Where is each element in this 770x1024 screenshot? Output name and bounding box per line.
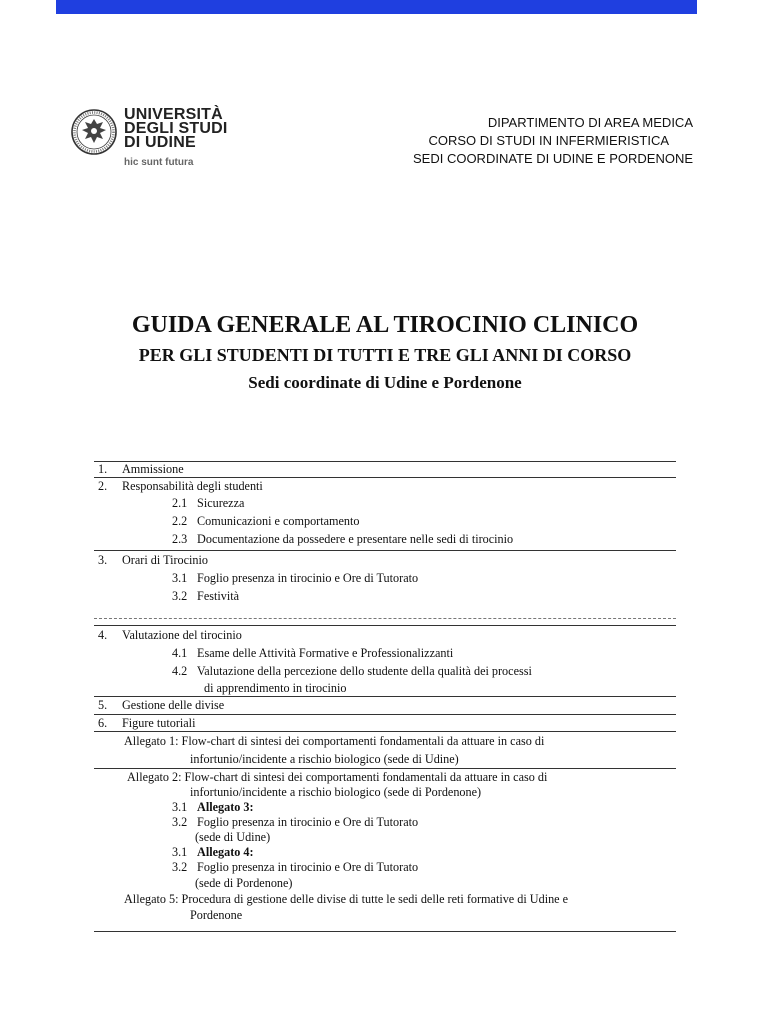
university-name-line-3: DI UDINE [124, 134, 196, 151]
toc-number: 6. [98, 716, 108, 730]
toc-subnumber: 4.1 [172, 646, 188, 660]
toc-allegato-3-continued [94, 830, 676, 845]
toc-label: Valutazione del tirocinio [122, 628, 242, 642]
toc-allegato-4-continued [94, 875, 676, 891]
allegato-line: Allegato 5: Procedura di gestione delle divise di tutte le sedi delle reti formative di Udine e [124, 892, 569, 906]
department-header [340, 114, 693, 168]
toc-number: 4. [98, 628, 108, 642]
toc-sublabel: Festività [197, 589, 240, 603]
toc-section-4 [94, 626, 676, 644]
toc-label: Figure tutoriali [122, 716, 196, 730]
toc-sublabel: Documentazione da possedere e presentare nelle sedi di tirocinio [197, 532, 514, 546]
toc-subsection [94, 662, 676, 680]
toc-sublabel: Foglio presenza in tirocinio e Ore di Tutorato [197, 815, 419, 829]
allegato-line-continued: (sede di Pordenone) [195, 876, 293, 890]
toc-subnumber: 3.1 [172, 800, 188, 814]
toc-section-5 [94, 697, 676, 714]
toc-label: Responsabilità degli studenti [122, 479, 263, 493]
toc-subsection [94, 512, 676, 530]
toc-subnumber: 2.1 [172, 496, 188, 510]
department-line-2: CORSO DI STUDI IN INFERMIERISTICA [428, 133, 669, 148]
toc-sublabel: Foglio presenza in tirocinio e Ore di Tutorato [197, 571, 419, 585]
allegato-line-continued: infortunio/incidente a rischio biologico (sede di Pordenone) [190, 785, 482, 799]
divider [94, 931, 676, 932]
allegato-heading: Allegato 3: [197, 800, 254, 814]
toc-allegato-1-continued [94, 750, 676, 768]
toc-number: 2. [98, 479, 108, 493]
toc-section-2 [94, 478, 676, 494]
toc-label: Orari di Tirocinio [122, 553, 208, 567]
toc-subsection [94, 530, 676, 548]
toc-subnumber: 3.1 [172, 845, 188, 859]
document-subtitle: PER GLI STUDENTI DI TUTTI E TRE GLI ANNI DI CORSO [138, 345, 632, 365]
table-of-contents [94, 461, 676, 932]
toc-section-6 [94, 715, 676, 731]
allegato-line: Allegato 1: Flow-chart di sintesi dei comportamenti fondamentali da attuare in caso di [124, 734, 545, 748]
university-seal-icon [70, 108, 118, 156]
toc-allegato-4-item [94, 860, 676, 875]
toc-label: Ammissione [122, 462, 184, 476]
toc-number: 5. [98, 698, 108, 712]
toc-allegato-5 [94, 891, 676, 907]
toc-allegato-5-continued [94, 907, 676, 923]
toc-subsection [94, 587, 676, 605]
allegato-line-continued: (sede di Udine) [195, 830, 271, 844]
top-color-bar [56, 0, 697, 14]
toc-subnumber: 2.2 [172, 514, 188, 528]
toc-sublabel: Sicurezza [197, 496, 245, 510]
toc-section-3 [94, 551, 676, 569]
university-motto: hic sunt futura [124, 157, 194, 168]
allegato-heading: Allegato 4: [197, 845, 254, 859]
university-name-line-1: UNIVERSITÀ [124, 106, 223, 123]
toc-allegato-2-continued [94, 785, 676, 800]
toc-subnumber: 3.1 [172, 571, 188, 585]
toc-label: Gestione delle divise [122, 698, 225, 712]
toc-sublabel: Esame delle Attività Formative e Professionalizzanti [197, 646, 454, 660]
toc-sublabel: Valutazione della percezione dello studente della qualità dei processi [196, 664, 532, 678]
university-name-line-2: DEGLI STUDI [124, 120, 228, 137]
university-logo [70, 108, 260, 172]
department-line-3: SEDI COORDINATE DI UDINE E PORDENONE [412, 151, 693, 166]
toc-subnumber: 3.2 [172, 815, 188, 829]
department-line-1: DIPARTIMENTO DI AREA MEDICA [487, 115, 693, 130]
toc-number: 3. [98, 553, 108, 567]
dashed-divider [94, 618, 676, 619]
allegato-line-continued: Pordenone [190, 908, 243, 922]
document-title: GUIDA GENERALE AL TIROCINIO CLINICO [131, 312, 639, 338]
toc-allegato-4-item [94, 845, 676, 860]
toc-subsection-continued [94, 680, 676, 696]
toc-allegato-3-item [94, 800, 676, 815]
toc-subnumber: 3.2 [172, 860, 188, 874]
toc-subsection [94, 644, 676, 662]
toc-subnumber: 4.2 [172, 664, 188, 678]
toc-allegato-1 [94, 732, 676, 750]
university-name [124, 108, 228, 150]
toc-sublabel: Comunicazioni e comportamento [197, 514, 360, 528]
allegato-line: Allegato 2: Flow-chart di sintesi dei comportamenti fondamentali da attuare in caso di [127, 770, 548, 784]
toc-subsection [94, 494, 676, 512]
toc-number: 1. [98, 462, 108, 476]
toc-section-1 [94, 462, 676, 477]
document-sedi-subtitle: Sedi coordinate di Udine e Pordenone [248, 373, 522, 392]
allegato-line-continued: infortunio/incidente a rischio biologico (sede di Udine) [190, 752, 459, 766]
toc-subnumber: 2.3 [172, 532, 188, 546]
toc-subsection [94, 569, 676, 587]
toc-subnumber: 3.2 [172, 589, 188, 603]
toc-sublabel-continued: di apprendimento in tirocinio [204, 681, 347, 695]
toc-allegato-3-item [94, 815, 676, 830]
toc-sublabel: Foglio presenza in tirocinio e Ore di Tutorato [197, 860, 419, 874]
toc-allegato-2 [94, 769, 676, 785]
